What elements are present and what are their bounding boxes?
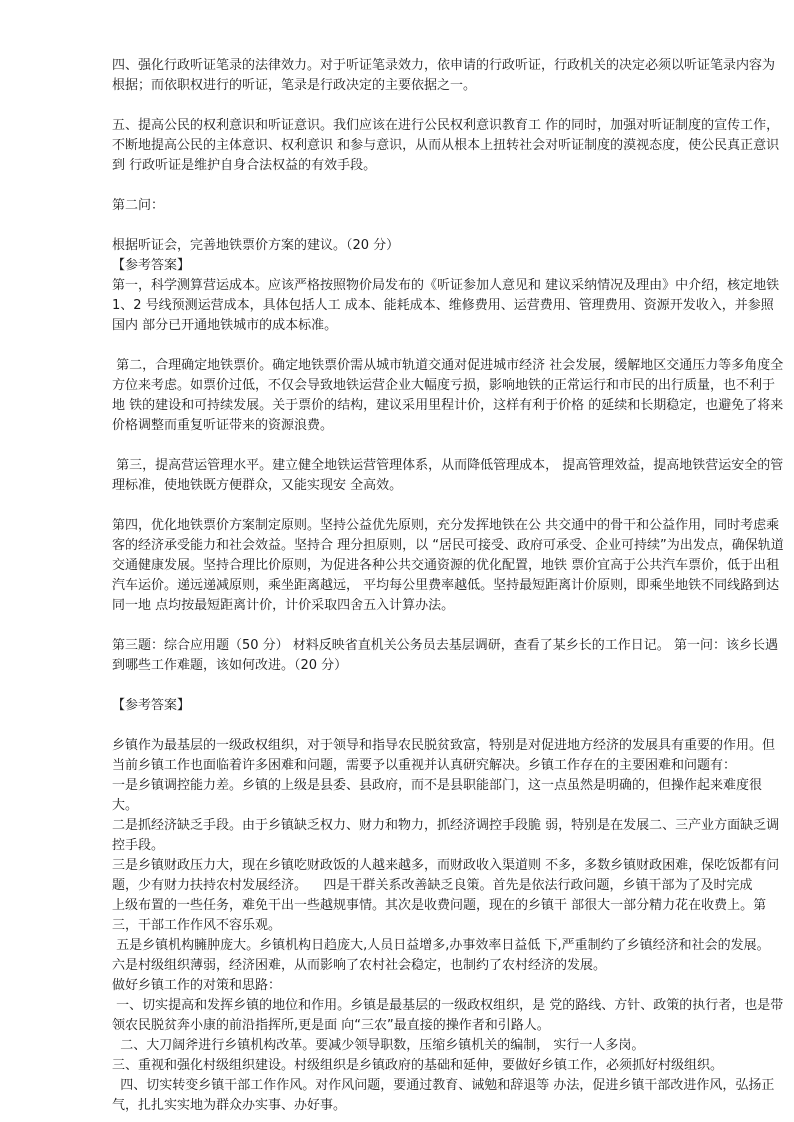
answer-point-one: 第一，科学测算营运成本。应该严格按照物价局发布的《听证参加人意见和 建议采纳情况及理由》中介绍，核定地铁 1、2 号线预测运营成本，具体包括人工 成本、能耗成本、维修费用、运营费用、管理费用、资源开发收入，并参照国内 部分已开通地铁城市的成本标准。 [112, 278, 784, 333]
answer-line: 一、切实提高和发挥乡镇的地位和作用。乡镇是最基层的一级政权组织，是 党的路线、方针、政策的执行者，也是带领农民脱贫奔小康的前沿指挥所,更是面 向“三农”最直接的操作者和引路人。 [112, 998, 784, 1033]
answer-line: 三是乡镇财政压力大，现在乡镇吃财政饭的人越来越多，而财政收入渠道则 不多，多数乡镇财政困难，保吃饭都有问题，少有财力扶持农村发展经济。 四是干群关系改善缺乏良策。首先是依法行政问题，乡镇干部为了及时完成 [112, 858, 780, 893]
question-three-answer [112, 736, 786, 1116]
answer-line: 三、重视和强化村级组织建设。村级组织是乡镇政府的基础和延伸，要做好乡镇工作，必须抓好村级组织。 [112, 1058, 724, 1073]
answer-line: 二、大刀阔斧进行乡镇机构改革。要减少领导职数，压缩乡镇机关的编制， 实行一人多岗。 [112, 1038, 645, 1053]
answer-line: 五是乡镇机构臃肿庞大。乡镇机构日趋庞大,人员日益增多,办事效率日益低 下,严重制约了乡镇经济和社会的发展。 [112, 938, 770, 953]
answer-label: 【参考答案】 [112, 258, 191, 273]
question-two-title: 第二问： [112, 198, 165, 213]
answer-line: 做好乡镇工作的对策和思路： [112, 978, 282, 993]
answer-point-three: 第三，提高营运管理水平。建立健全地铁运营管理体系，从而降低管理成本， 提高管理效益，提高地铁营运安全的管理标准，使地铁既方便群众，又能实现安 全高效。 [112, 458, 784, 493]
answer-point-two: 第二，合理确定地铁票价。确定地铁票价需从城市轨道交通对促进城市经济 社会发展，缓解地区交通压力等多角度全方位来考虑。如票价过低，不仅会导致地铁运营企业大幅度亏损，影响地铁的正常运行和市民的出行质量，也不利于地 铁的建设和可持续发展。关于票价的结构，建议采用里程计价，这样有利于价格 的延续和长期稳定，也避免了将来价格调整而重复听证带来的资源浪费。 [112, 358, 784, 433]
paragraph-five: 五、提高公民的权利意识和听证意识。我们应该在进行公民权利意识教育工 作的同时，加强对听证制度的宣传工作，不断地提高公民的主体意识、权利意识 和参与意识，从而从根本上扭转社会对听证制度的漠视态度，使公民真正意识到 行政听证是维护自身合法权益的有效手段。 [112, 118, 780, 173]
question-three-intro: 第三题：综合应用题（50 分） 材料反映省直机关公务员去基层调研，查看了某乡长的工作日记。 第一问：该乡长遇到哪些工作难题，该如何改进。（20 分） [112, 638, 778, 673]
answer-line: 四、切实转变乡镇干部工作作风。对作风问题，要通过教育、诫勉和辞退等 办法，促进乡镇干部改进作风，弘扬正气，扎扎实实地为群众办实事、办好事。 [112, 1078, 775, 1113]
answer-line: 二是抓经济缺乏手段。由于乡镇缺乏权力、财力和物力，抓经济调控手段脆 弱，特别是在发展二、三产业方面缺乏调控手段。 [112, 818, 780, 853]
document-page [112, 56, 786, 1116]
answer-line: 六是村级组织薄弱，经济困难，从而影响了农村社会稳定，也制约了农村经济的发展。 [112, 958, 607, 973]
answer-line: 乡镇作为最基层的一级政权组织，对于领导和指导农民脱贫致富，特别是对促进地方经济的发展具有重要的作用。但当前乡镇工作也面临着许多困难和问题，需要予以重视并认真研究解决。乡镇工作存在的主要困难和问题有： [112, 738, 776, 773]
paragraph-four: 四、强化行政听证笔录的法律效力。对于听证笔录效力，依申请的行政听证，行政机关的决定必须以听证笔录内容为根据；而依职权进行的听证，笔录是行政决定的主要依据之一。 [112, 58, 776, 93]
answer-label: 【参考答案】 [112, 698, 191, 713]
answer-line: 一是乡镇调控能力差。乡镇的上级是县委、县政府，而不是县职能部门，这一点虽然是明确的，但操作起来难度很大。 [112, 778, 763, 813]
answer-line: 上级布置的一些任务，难免干出一些越规事情。其次是收费问题，现在的乡镇干 部很大一部分精力花在收费上。第三，干部工作作风不容乐观。 [112, 898, 767, 933]
question-two-text: 根据听证会，完善地铁票价方案的建议。（20 分） [112, 238, 400, 253]
answer-point-four: 第四，优化地铁票价方案制定原则。坚持公益优先原则，充分发挥地铁在公 共交通中的骨干和公益作用，同时考虑乘客的经济承受能力和社会效益。坚持合 理分担原则，以 “居民可接受、政府可承受、企业可持续”为出发点，确保轨道 交通健康发展。坚持合理比价原则，为促进各种公共交通资源的优化配置，地铁 票价宜高于公共汽车票价，低于出租汽车运价。递远递减原则，乘坐距离越远， 平均每公里费率越低。坚持最短距离计价原则，即乘坐地铁不同线路到达同一地 点均按最短距离计价，计价采取四舍五入计算办法。 [112, 518, 788, 613]
